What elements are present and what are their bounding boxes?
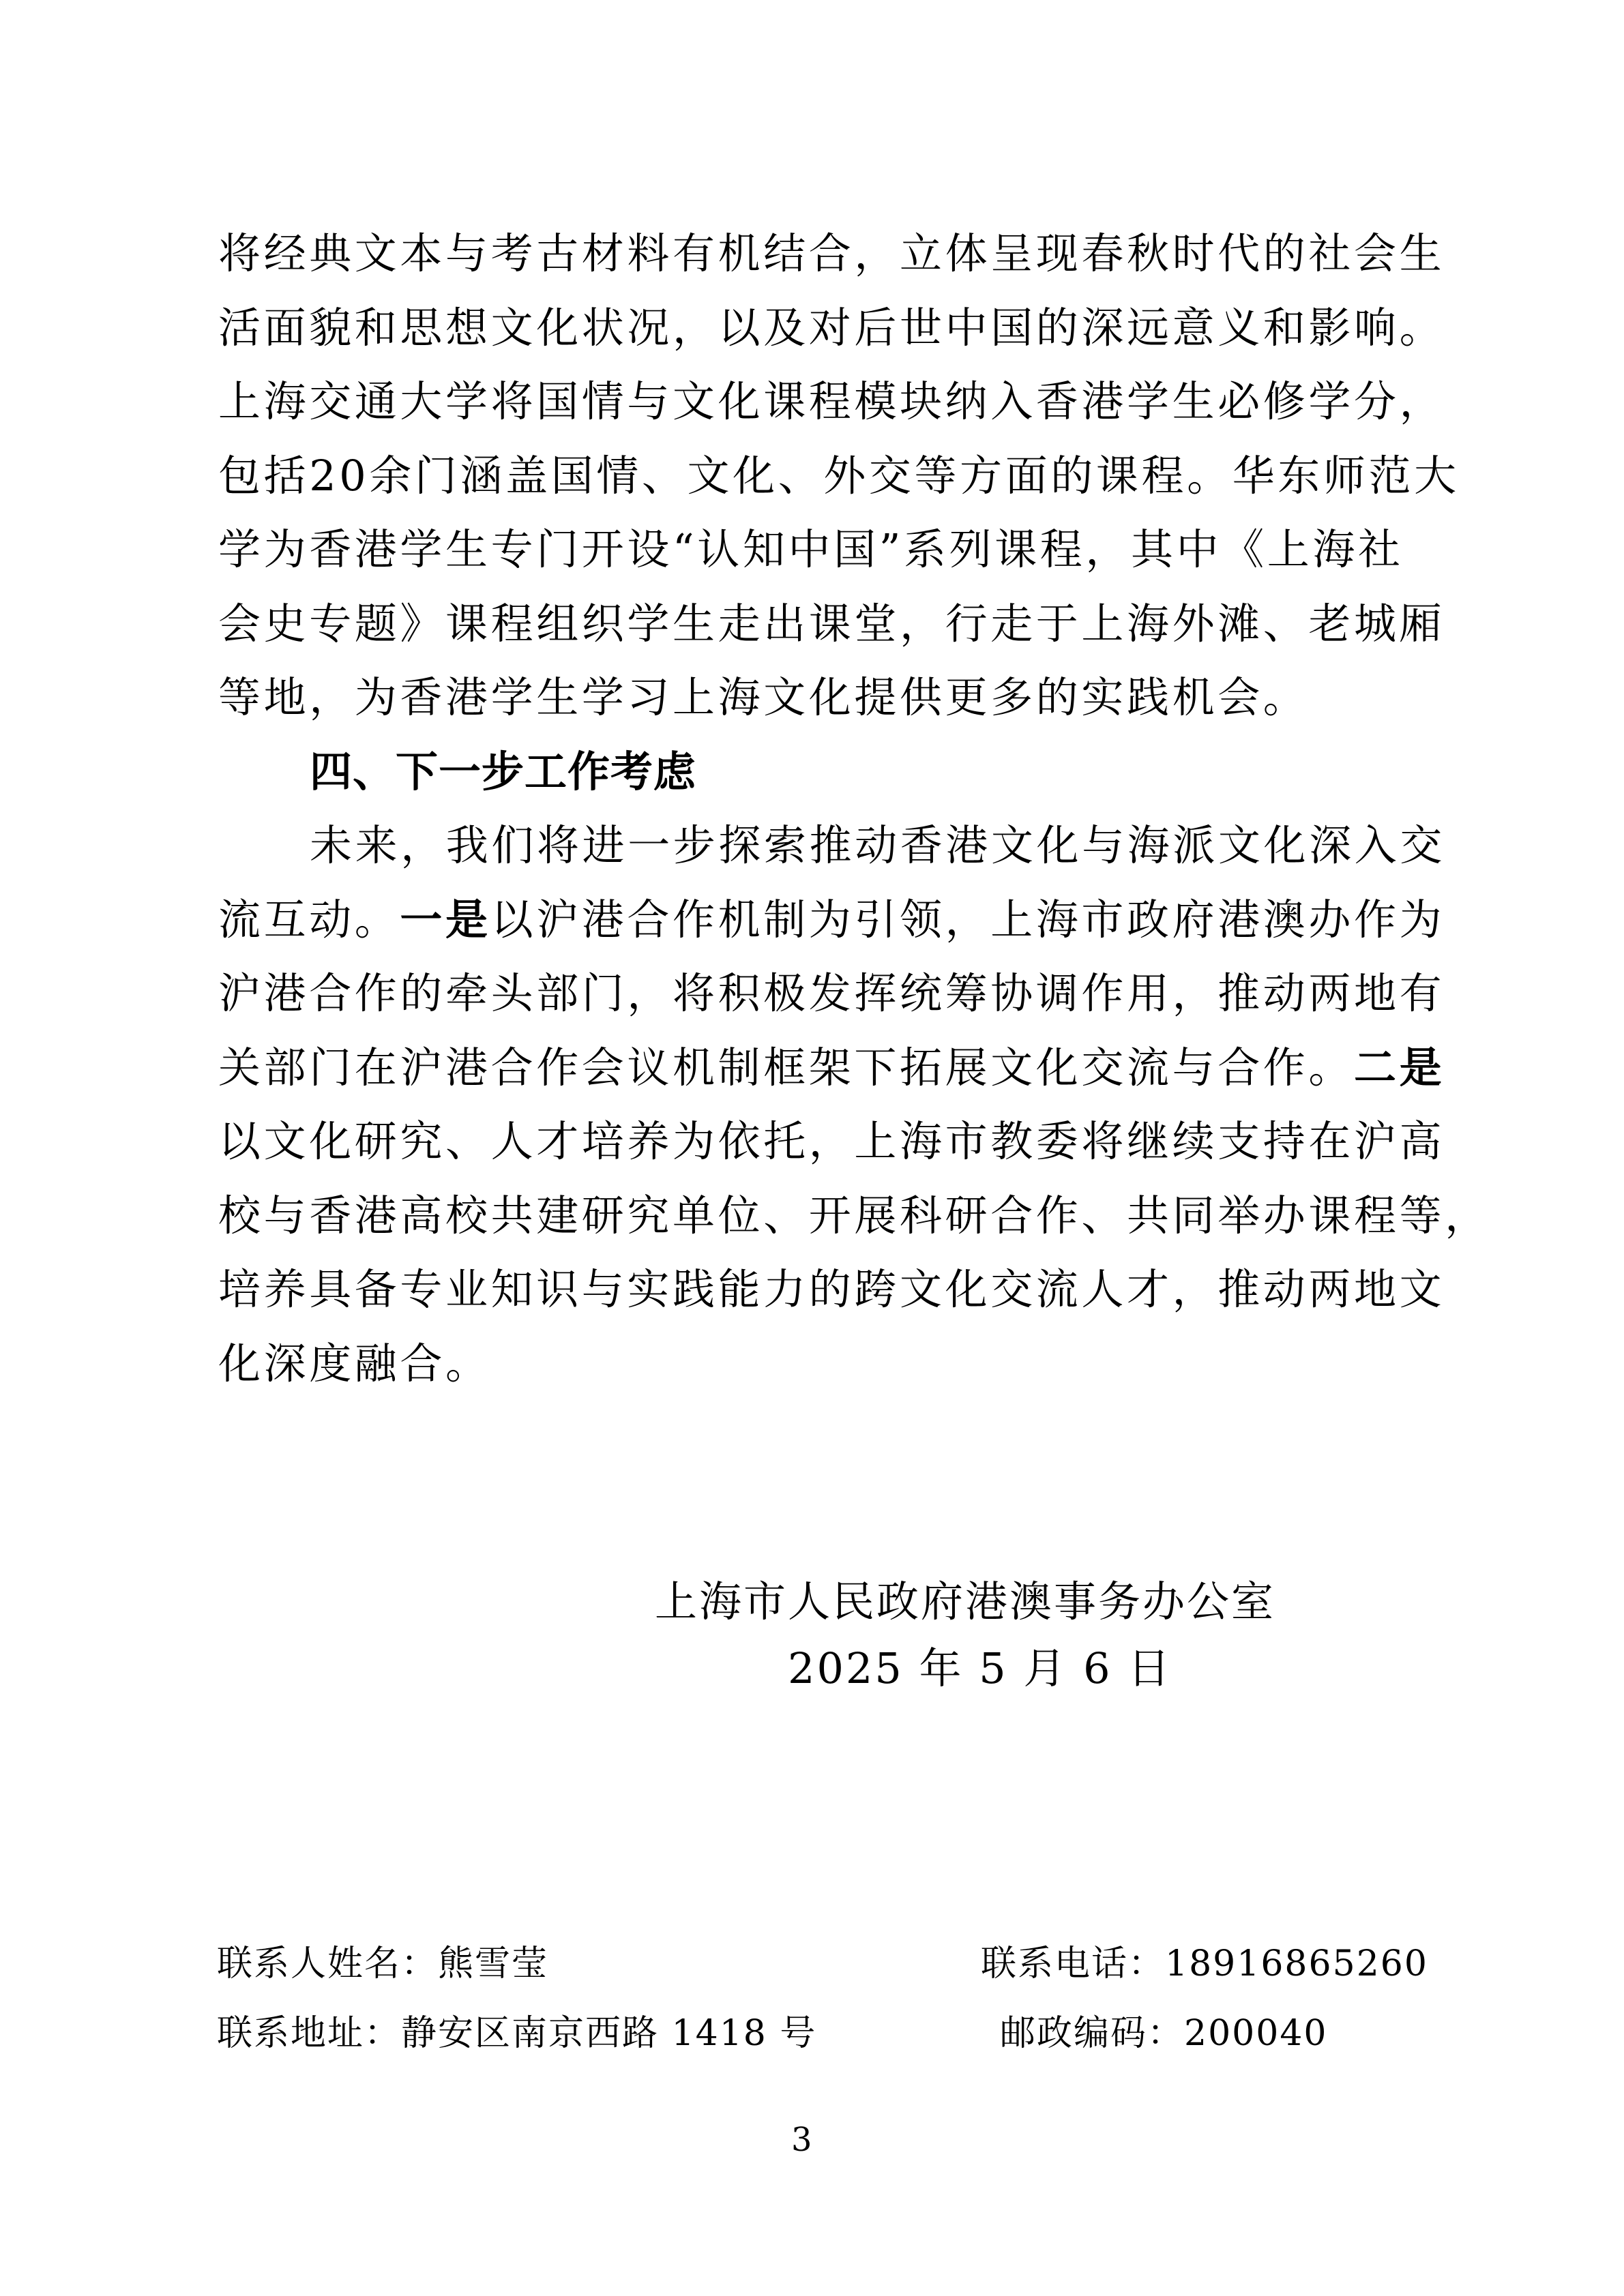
body-line: 培养具备专业知识与实践能力的跨文化交流人才，推动两地文 [218,1264,1445,1314]
body-text-segment: 流互动。 [218,894,400,944]
body-line: 以文化研究、人才培养为依托，上海市教委将继续支持在沪高 [218,1116,1445,1166]
body-line: 学为香港学生专门开设“认知中国”系列课程，其中《上海社 [218,524,1404,574]
document-body [218,217,1490,1401]
body-line: 包括20余门涵盖国情、文化、外交等方面的课程。华东师范大 [218,450,1460,501]
body-line [218,883,1445,957]
contact-postcode-value: 200040 [1184,2013,1328,2054]
body-line: 沪港合作的牵头部门，将积极发挥统筹协调作用，推动两地有 [218,968,1445,1018]
body-line [218,1031,1445,1105]
body-text-segment: 关部门在沪港合作会议机制框架下拓展文化交流与合作。 [218,1042,1355,1092]
body-text-segment: 以沪港合作机制为引领，上海市政府港澳办作为 [490,894,1445,944]
contact-name [217,1933,548,1995]
contact-name-label: 联系人姓名： [217,1943,439,1984]
contact-address-label: 联系地址： [217,2013,402,2054]
section-heading: 四、下一步工作考虑 [310,746,697,796]
body-line: 活面貌和思想文化状况，以及对后世中国的深远意义和影响。 [218,302,1445,353]
contact-phone-value: 18916865260 [1165,1943,1428,1984]
contact-phone-label: 联系电话： [981,1943,1166,1984]
body-line: 未来，我们将进一步探索推动香港文化与海派文化深入交 [310,820,1446,870]
body-line: 将经典文本与考古材料有机结合，立体呈现春秋时代的社会生 [218,228,1445,278]
signing-date: 2025 年 5 月 6 日 [788,1643,1172,1693]
body-line: 校与香港高校共建研究单位、开展科研合作、共同举办课程等， [218,1190,1490,1240]
signature-block [655,1568,1276,1702]
body-line: 上海交通大学将国情与文化课程模块纳入香港学生必修学分， [218,376,1445,426]
page-number: 3 [791,2121,812,2159]
emphasis-first-point: 一是 [400,894,491,944]
contact-address-value: 静安区南京西路 1418 号 [401,2013,817,2054]
contact-phone [981,1933,1428,1995]
body-line: 等地，为香港学生学习上海文化提供更多的实践机会。 [218,672,1309,722]
contact-postcode [1000,2003,1328,2064]
contact-postcode-label: 邮政编码： [1000,2013,1185,2054]
signing-organization: 上海市人民政府港澳事务办公室 [655,1577,1276,1626]
contact-name-value: 熊雪莹 [438,1943,549,1984]
contact-address [217,2003,816,2064]
emphasis-second-point: 二是 [1354,1042,1445,1092]
body-line: 化深度融合。 [218,1338,491,1388]
body-line: 会史专题》课程组织学生走出课堂，行走于上海外滩、老城厢 [218,598,1445,648]
